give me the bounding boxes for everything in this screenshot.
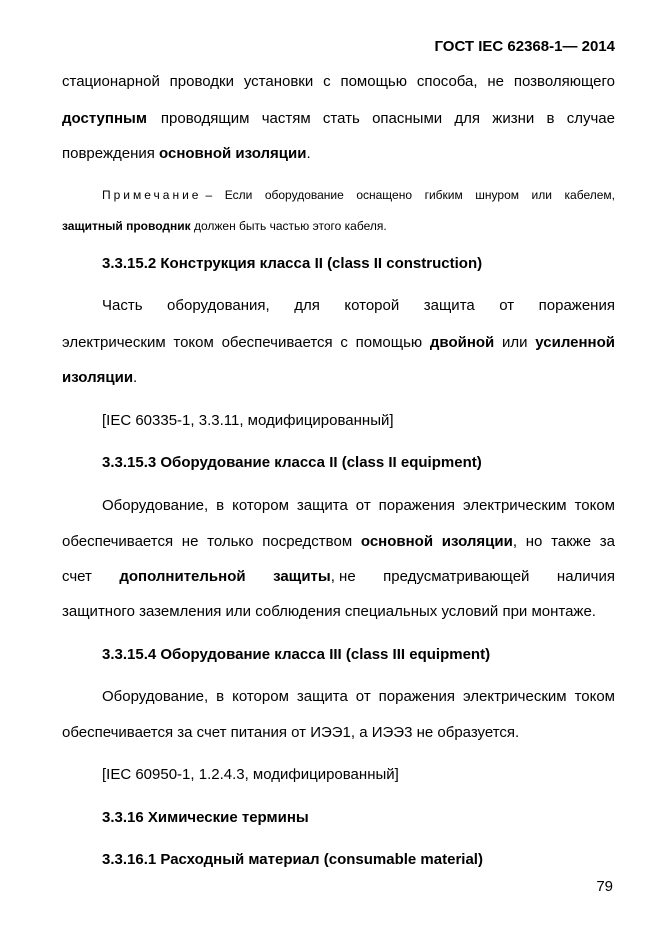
paragraph-line: Оборудование, в котором защита от поражения электрическим током — [102, 497, 615, 514]
word: поражения — [538, 297, 615, 314]
text-run: или — [494, 334, 536, 351]
term-bold: основной изоляции — [360, 533, 513, 550]
reference: [IEC 60950-1, 1.2.4.3, модифицированный] — [102, 766, 399, 783]
term-bold: изоляции — [62, 369, 134, 386]
word: от — [499, 297, 515, 314]
document-code-header: ГОСТ IEC 62368-1— 2014 — [434, 38, 615, 55]
term-bold: дополнительной — [119, 568, 246, 585]
paragraph-line: защитного заземления или соблюдения специальных условий при монтаже. — [62, 603, 596, 620]
text-run: . — [306, 145, 311, 162]
paragraph-line — [62, 568, 615, 586]
text-run: обеспечивается не только посредством — [62, 533, 361, 550]
section-heading: 3.3.16.1 Расходный материал (consumable material) — [102, 851, 483, 868]
paragraph-line — [62, 334, 615, 352]
note-line — [62, 217, 387, 235]
page-number: 79 — [596, 878, 613, 895]
word: которой — [344, 297, 400, 314]
term-bold: усиленной — [535, 334, 615, 351]
paragraph-line: стационарной проводки установки с помощью способа, не позволяющего — [62, 73, 615, 90]
text-run: проводящим частям стать опасными для жизни в случае — [160, 110, 615, 127]
reference: [IEC 60335-1, 3.3.11, модифицированный] — [102, 412, 394, 429]
paragraph-line — [62, 110, 615, 128]
word: для — [294, 297, 320, 314]
word: предусматривающей — [383, 568, 530, 585]
text-run: . — [133, 369, 138, 386]
note-line — [102, 186, 615, 204]
text-run: , но также за — [512, 533, 615, 550]
section-heading: 3.3.15.3 Оборудование класса II (class II equipment) — [102, 454, 482, 471]
word: наличия — [556, 568, 615, 585]
section-heading: 3.3.15.4 Оборудование класса III (class III equipment) — [102, 646, 491, 663]
term-bold: двойной — [429, 334, 495, 351]
note-text: – Если оборудование оснащено гибким шнуром или кабелем, — [205, 188, 615, 202]
section-heading: 3.3.16 Химические термины — [102, 809, 309, 826]
word: Часть — [102, 297, 143, 314]
term-bold: основной изоляции — [159, 145, 307, 162]
text-run: повреждения — [62, 145, 160, 162]
paragraph-line — [102, 297, 615, 315]
paragraph-line — [62, 369, 137, 387]
word: , не — [330, 568, 356, 585]
section-heading: 3.3.15.2 Конструкция класса II (class II construction) — [102, 255, 483, 272]
word: оборудования, — [167, 297, 270, 314]
paragraph-line: Оборудование, в котором защита от поражения электрическим током — [102, 688, 615, 705]
word: счет — [62, 568, 92, 585]
word: защита — [423, 297, 475, 314]
term-bold: защитный проводник — [62, 219, 191, 233]
note-label: Примечание — [102, 188, 202, 202]
term-bold: доступным — [62, 110, 147, 127]
text-run: электрическим током обеспечивается с помощью — [62, 334, 430, 351]
note-text: должен быть частью этого кабеля. — [190, 219, 387, 233]
paragraph-line — [62, 533, 615, 551]
paragraph-line — [62, 145, 311, 163]
paragraph-line: обеспечивается за счет питания от ИЭЭ1, а ИЭЭ3 не образуется. — [62, 724, 520, 741]
term-bold: защиты — [273, 568, 331, 585]
